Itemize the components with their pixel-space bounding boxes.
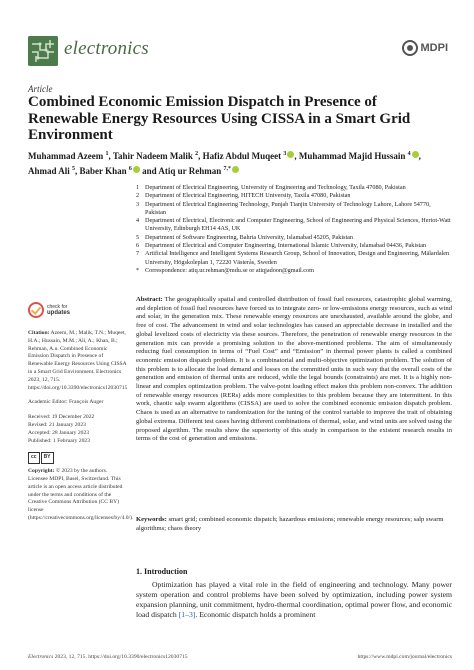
author[interactable]: Atiq ur Rehman bbox=[158, 166, 222, 176]
check-for-updates-button[interactable] bbox=[28, 298, 78, 322]
citation-text: Azeem, M.; Malik, T.N.; Muqeet, H.A.; Hussain, M.M.; Ali, A.; Khan, B.; Rehman, A.u. Combined Economic Emission Dispatch in Presence of Renewable Energy Resources Using CISSA in a Smart Grid Environment. Electronics 2023, 12, 715. https://doi.org/10.3390/electronics12030715 bbox=[28, 330, 128, 391]
affiliation: 4 Department of Electrical, Electronic and Computer Engineering, School of Engineering and Physical Sciences, Heriot-Watt University, Edinburgh EH14 4AS, UK bbox=[136, 217, 451, 233]
author-affil-ref: 4 bbox=[407, 151, 411, 157]
affiliation: 1 Department of Electrical Engineering, University of Engineering and Technology, Taxila 47080, Pakistan bbox=[136, 184, 406, 191]
received-date: Received: 19 December 2022 bbox=[28, 414, 95, 421]
affiliation-list bbox=[136, 184, 452, 275]
author[interactable]: Baber Khan bbox=[79, 166, 127, 176]
mdpi-logo-icon bbox=[402, 40, 418, 56]
orcid-icon[interactable] bbox=[287, 151, 294, 158]
author[interactable]: Ahmad Ali bbox=[28, 166, 70, 176]
copyright-block bbox=[28, 468, 134, 523]
journal-logo-icon bbox=[28, 36, 58, 66]
section-heading-introduction: 1. Introduction bbox=[136, 567, 188, 576]
cc-by-license-icon[interactable]: cc BY bbox=[28, 452, 128, 464]
check-updates-icon bbox=[28, 302, 44, 318]
publisher-logo[interactable] bbox=[402, 40, 449, 56]
academic-editor: Academic Editor: François Auger bbox=[28, 399, 104, 406]
revised-date: Revised: 21 January 2023 bbox=[28, 421, 86, 428]
affiliation: 6 Department of Electrical and Computer Engineering, International Islamic University, Islamabad 04436, Pakistan bbox=[136, 242, 427, 250]
footer-reference: Electronics 2023, 12, 715. https://doi.org/10.3390/electronics12030715 bbox=[28, 654, 188, 660]
citation-label: Citation: bbox=[28, 330, 50, 336]
article-type: Article bbox=[28, 84, 53, 94]
abstract-text: The geographically spatial and controlled distribution of fossil fuel resources, catastrophic global warming, and depletion of fossil fuel resources have forced us to integrate zero- or low-emissions energy resources, such as wind and solar, in the generation mix. These renewable energy resources are unexhausted, available around the globe, and free of cost. The advancement in wind and solar technologies has caused an appreciable decrease in installed and the global levelized costs of electricity via these sources. Therefore, the penetration of renewable energy resources in the generation mix can provide a promising solution to the above-mentioned problems. The aim of simultaneously reducing fuel consumption in terms of “Fuel Cost” and “Emission” in thermal power plants is called a combined economic emission dispatch problem. It is a combinatorial and multi-objective optimization problem. The solution of this problem is to allocate the load demand and losses on the committed units in such way that the overall costs of the generation and emission of thermal units are reduced, while the legal bounds (constraints) are met. It is a highly non-linear and complex optimization problem. The valve-point loading effect makes this problem non-convex. The addition of renewable energy resources (RERs) adds more complexities to this problem because they are intermittent. In this work, chaotic salp swarm algorithms (CISSA) are used to solve the combined economic emission dispatch problem. Chaos is used as an alternative to randomization for the tuning of the control variable to improve the trait of obtaining global extrema. Different test cases having different combinations of thermal, solar, and wind units are solved using the proposed algorithm. The results show the superiority of this study in comparison to the existent research results in terms of the cost of generation and emissions. bbox=[136, 296, 452, 443]
publisher-name: MDPI bbox=[420, 42, 448, 54]
keywords-text: smart grid; combined economic dispatch; hazardous emissions; renewable energy resources; salp swarm algorithms; chaos theory bbox=[136, 516, 444, 532]
author[interactable]: Tahir Nadeem Malik bbox=[112, 151, 193, 161]
author-affil-ref: 3 bbox=[283, 151, 287, 157]
dates-block bbox=[28, 414, 128, 445]
article-title: Combined Economic Emission Dispatch in Presence of Renewable Energy Resources Using CISSA in a Smart Grid Environment bbox=[28, 94, 411, 143]
keywords-label: Keywords: bbox=[136, 516, 167, 523]
abstract bbox=[136, 296, 452, 444]
journal-name[interactable]: electronics bbox=[64, 38, 149, 59]
author-affil-ref: 1 bbox=[105, 151, 109, 157]
author[interactable]: Muhammad Majid Hussain bbox=[298, 151, 406, 161]
published-date: Published: 1 February 2023 bbox=[28, 437, 90, 444]
keywords bbox=[136, 516, 452, 533]
citation-block bbox=[28, 330, 128, 392]
correspondence: * Correspondence: atiq.ur.rehman@mdu.se or atiqjadoon@gmail.com bbox=[136, 266, 314, 274]
author-affil-ref: 7,* bbox=[223, 166, 231, 172]
author-affil-ref: 6 bbox=[128, 166, 132, 172]
affiliation: 5 Department of Software Engineering, Bahria University, Islamabad 45205, Pakistan bbox=[136, 233, 354, 241]
check-updates-line2: updates bbox=[47, 310, 71, 316]
copyright-label: Copyright: bbox=[28, 468, 55, 475]
footer-journal-url[interactable]: https://www.mdpi.com/journal/electronics bbox=[357, 654, 452, 660]
page-footer bbox=[28, 654, 452, 660]
copyright-text: © 2023 by the authors. Licensee MDPI, Basel, Switzerland. This article is an open access article distributed under the terms and conditions of the Creative Commons Attribution (CC BY) license (https://creativecommons.org/licenses/by/4.0/). bbox=[28, 468, 134, 521]
accepted-date: Accepted: 28 January 2023 bbox=[28, 429, 90, 436]
orcid-icon[interactable] bbox=[412, 151, 419, 158]
affiliation: 3 Department of Electrical Engineering Technology, Punjab Tianjin University of Technology Lahore, Lahore 54770, Pakistan bbox=[136, 200, 431, 216]
author[interactable]: Hafiz Abdul Muqeet bbox=[202, 151, 282, 161]
author-affil-ref: 2 bbox=[195, 151, 199, 157]
orcid-icon[interactable] bbox=[133, 166, 140, 173]
orcid-icon[interactable] bbox=[232, 166, 239, 173]
citation-link[interactable]: [1–3] bbox=[178, 610, 196, 619]
affiliation: 2 Department of Electrical Engineering, HITECH University, Taxila 47080, Pakistan bbox=[136, 192, 351, 200]
introduction-paragraph: Optimization has played a vital role in the field of engineering and technology. Many power system operation and control problems have been solved by optimization, including power system expansion planning, unit commitment, hydro-thermal coordination, optimal power flow, and economic load dispatch [1–3]. Economic dispatch holds a prominent bbox=[136, 580, 452, 619]
abstract-label: Abstract: bbox=[136, 296, 163, 303]
check-updates-line1: check for bbox=[47, 304, 68, 310]
author-affil-ref: 5 bbox=[72, 166, 76, 172]
affiliation: 7 Artificial Intelligence and Intelligent Systems Research Group, School of Innovation, Design and Engineering, Mälardalen University, Högskoleplan 1, 72220 Västerås, Sweden bbox=[136, 250, 450, 266]
article-info-sidebar bbox=[28, 330, 134, 530]
author[interactable]: Muhammad Azeem bbox=[28, 151, 104, 161]
author-list: Muhammad Azeem $^1$, Tahir Nadeem Malik $^2$, Hafiz Abdul Muqeet $^3$ , Muhammad Majid Hussain $^4$ , Ahmad Ali $^5$, Baber Khan $^6$ and Atiq ur Rehman $^{7,*}$ bbox=[28, 151, 421, 176]
